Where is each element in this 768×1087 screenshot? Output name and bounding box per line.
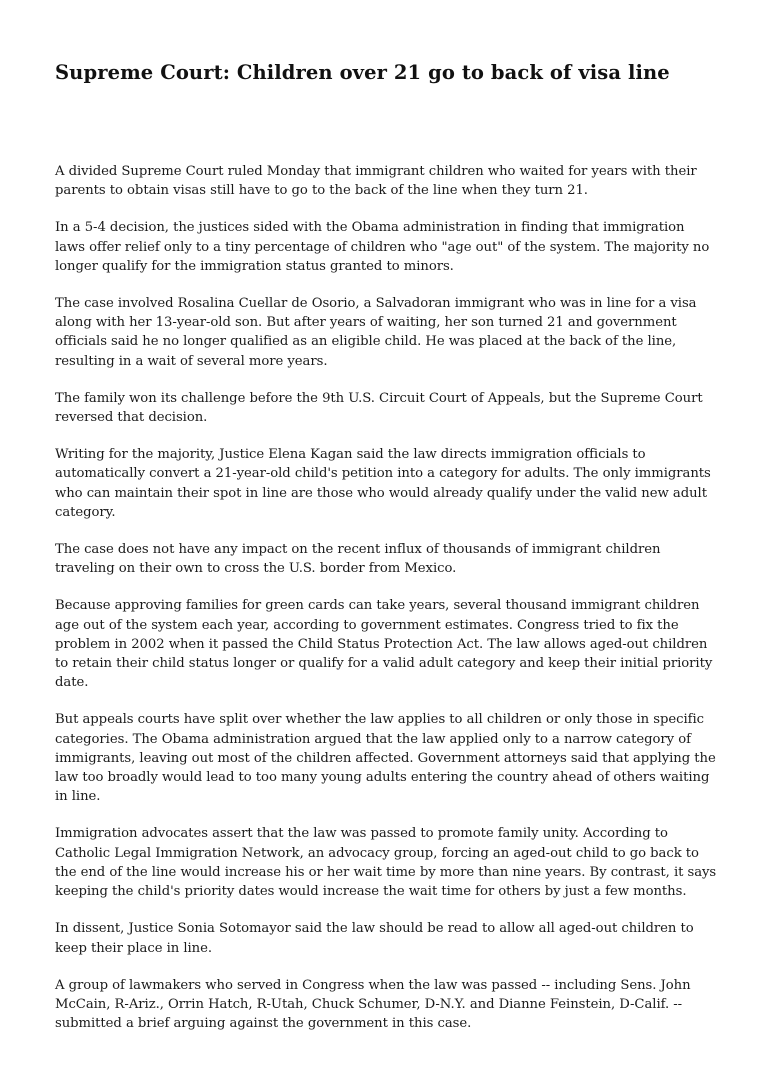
paragraph: Writing for the majority, Justice Elena Kagan said the law directs immigration officials to automatically convert a 21-year-old child's petition into a category for adults. The only immigrants who can maintain their spot in line are those who would already qualify under the valid new adult category. (55, 447, 711, 520)
paragraph: The case involved Rosalina Cuellar de Osorio, a Salvadoran immigrant who was in line for a visa along with her 13-year-old son. But after years of waiting, her son turned 21 and government officials said he no longer qualified as an eligible child. He was placed at the back of the line, resulting in a wait of several more years. (55, 296, 697, 369)
article-title: Supreme Court: Children over 21 go to back of visa line (55, 61, 670, 84)
paragraph: A group of lawmakers who served in Congress when the law was passed -- including Sens. John McCain, R-Ariz., Orrin Hatch, R-Utah, Chuck Schumer, D-N.Y. and Dianne Feinstein, D-Calif. -- submitted a brief arguing against the government in this case. (55, 977, 691, 1032)
paragraph: The family won its challenge before the 9th U.S. Circuit Court of Appeals, but the Supreme Court reversed that decision. (55, 390, 703, 426)
article-body (55, 162, 718, 1033)
paragraph: In dissent, Justice Sonia Sotomayor said the law should be read to allow all aged-out children to keep their place in line. (55, 921, 694, 956)
paragraph: But appeals courts have split over whether the law applies to all children or only those in specific categories. The Obama administration argued that the law applied only to a narrow category of immigrants, leaving out most of the children affected. Government attorneys said that applying the law too broadly would lead to too many young adults entering the country ahead of others waiting in line. (55, 712, 716, 805)
paragraph: Immigration advocates assert that the law was passed to promote family unity. According to Catholic Legal Immigration Network, an advocacy group, forcing an aged-out child to go back to the end of the line would increase his or her wait time by more than nine years. By contrast, it says keeping the child's priority dates would increase the wait time for others by just a few months. (55, 826, 717, 900)
paragraph: A divided Supreme Court ruled Monday that immigrant children who waited for years with their parents to obtain visas still have to go to the back of the line when they turn 21. (55, 164, 697, 199)
paragraph: In a 5-4 decision, the justices sided with the Obama administration in finding that immigration laws offer relief only to a tiny percentage of children who "age out" of the system. The majority no longer qualify for the immigration status granted to minors. (55, 220, 710, 274)
paragraph: The case does not have any impact on the recent influx of thousands of immigrant children traveling on their own to cross the U.S. border from Mexico. (55, 542, 661, 577)
paragraph: Because approving families for green cards can take years, several thousand immigrant children age out of the system each year, according to government estimates. Congress tried to fix the problem in 2002 when it passed the Child Status Protection Act. The law allows aged-out children to retain their child status longer or qualify for a valid adult category and keep their initial priority date. (55, 598, 713, 691)
